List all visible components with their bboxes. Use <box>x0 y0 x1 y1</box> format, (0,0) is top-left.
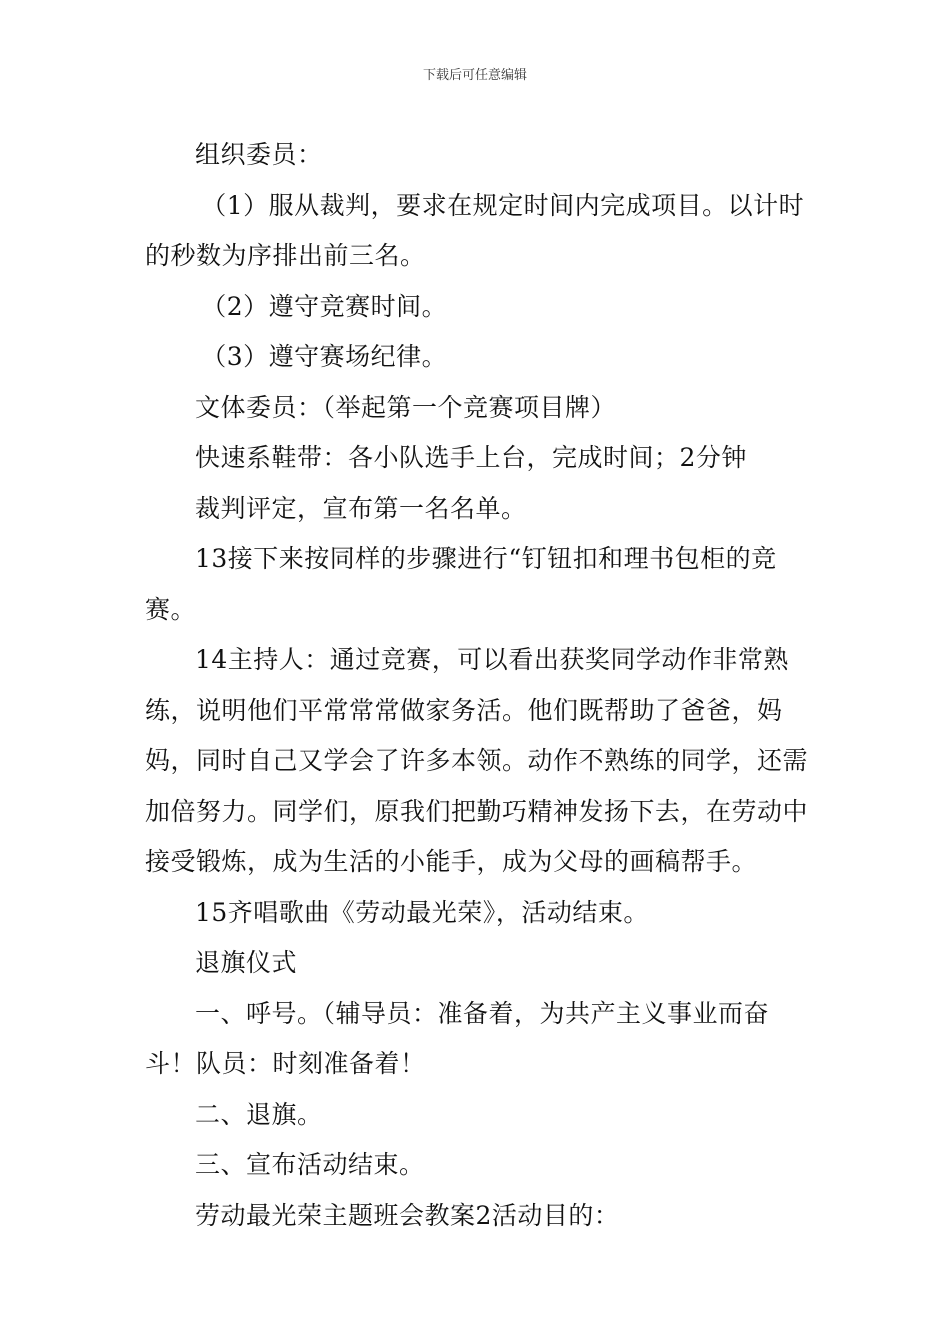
paragraph-step-15: 15齐唱歌曲《劳动最光荣》，活动结束。 <box>195 897 649 927</box>
paragraph-rule-3: （3）遵守赛场纪律。 <box>201 342 448 371</box>
paragraph-end-activity: 三、宣布活动结束。 <box>195 1150 425 1179</box>
paragraph-organizer-title: 组织委员： <box>195 140 323 169</box>
paragraph-judge-result: 裁判评定，宣布第一名名单。 <box>195 493 527 523</box>
paragraph-shoelace-contest: 快速系鞋带：各小队选手上台，完成时间；2分钟 <box>195 443 747 472</box>
paragraph-step-13: 13接下来按同样的步骤进行“钉钮扣和理书包柜的竞赛。 <box>145 544 777 624</box>
paragraph-flag-ceremony: 退旗仪式 <box>195 948 298 977</box>
document-body <box>145 130 810 1241</box>
paragraph-next-plan-heading: 劳动最光荣主题班会教案2活动目的： <box>195 1200 620 1230</box>
paragraph-call-response: 一、呼号。（辅导员：准备着，为共产主义事业而奋斗！队员：时刻准备着！ <box>145 998 770 1078</box>
paragraph-rule-1: （1）服从裁判，要求在规定时间内完成项目。以计时的秒数为序排出前三名。 <box>145 190 805 270</box>
paragraph-step-14: 14主持人：通过竞赛，可以看出获奖同学动作非常熟练，说明他们平常常常做家务活。他们既帮助了爸爸，妈妈，同时自己又学会了许多本领。动作不熟练的同学，还需加倍努力。同学们，原我们把勤巧精神发扬下去，在劳动中接受锻炼，成为生活的小能手，成为父母的画稿帮手。 <box>145 645 809 876</box>
paragraph-lower-flag: 二、退旗。 <box>195 1099 323 1129</box>
paragraph-sports-committee: 文体委员：（举起第一个竞赛项目牌） <box>195 392 617 422</box>
page-header: 下载后可任意编辑 <box>422 68 527 83</box>
paragraph-rule-2: （2）遵守竞赛时间。 <box>201 291 448 321</box>
